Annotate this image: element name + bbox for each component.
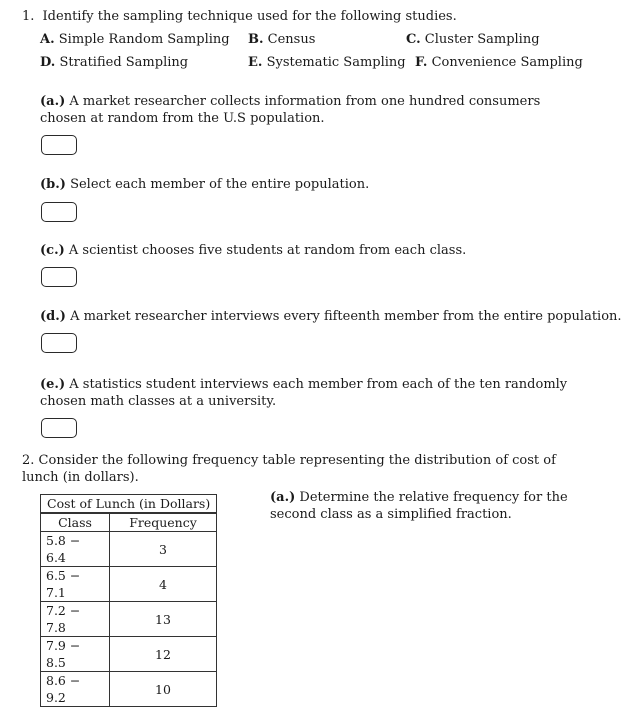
- option-f: F. Convenience Sampling: [415, 55, 583, 70]
- class-cell: 5.8 − 6.4: [41, 532, 110, 567]
- frequency-cell: 13: [110, 602, 217, 637]
- part-b-text: (b.) Select each member of the entire population.: [40, 177, 370, 192]
- table-row: [41, 602, 217, 637]
- question-number: 1.: [22, 9, 35, 24]
- class-cell: 8.6 − 9.2: [41, 672, 110, 707]
- question-1-header: [22, 9, 457, 24]
- option-e: E. Systematic Sampling: [248, 55, 406, 70]
- frequency-cell: 10: [110, 672, 217, 707]
- part-a-text: (a.) A market researcher collects information from one hundred consumers chosen at random from the U.S population.: [40, 94, 541, 126]
- part-c-text: (c.) A scientist chooses five students at random from each class.: [40, 243, 467, 258]
- table-header-row: [41, 513, 217, 532]
- table-title-row: [41, 495, 217, 514]
- part-e-text: (e.) A statistics student interviews each member from each of the ten randomly chosen math classes at a university.: [40, 377, 568, 409]
- class-cell: 7.2 − 7.8: [41, 602, 110, 637]
- option-c: C. Cluster Sampling: [406, 32, 540, 47]
- question-prompt: Identify the sampling technique used for the following studies.: [42, 9, 457, 24]
- table-row: [41, 567, 217, 602]
- option-a: A. Simple Random Sampling: [40, 32, 230, 47]
- frequency-cell: 3: [110, 532, 217, 567]
- question-2-header: [22, 452, 582, 486]
- class-cell: 7.9 − 8.5: [41, 637, 110, 672]
- question-prompt: Consider the following frequency table representing the distribution of cost of lunch (in dollars).: [22, 453, 556, 485]
- answer-box-a[interactable]: [41, 135, 77, 155]
- answer-box-d[interactable]: [41, 333, 77, 353]
- option-b: B. Census: [248, 32, 316, 47]
- table-title: Cost of Lunch (in Dollars): [41, 495, 217, 514]
- part-d-text: (d.) A market researcher interviews every fifteenth member from the entire population.: [40, 309, 622, 324]
- answer-box-e[interactable]: [41, 418, 77, 438]
- frequency-cell: 4: [110, 567, 217, 602]
- question-number: 2.: [22, 453, 35, 468]
- column-header-class: Class: [41, 513, 110, 532]
- table-row: [41, 637, 217, 672]
- column-header-frequency: Frequency: [110, 513, 217, 532]
- class-cell: 6.5 − 7.1: [41, 567, 110, 602]
- answer-box-c[interactable]: [41, 267, 77, 287]
- answer-box-b[interactable]: [41, 202, 77, 222]
- frequency-table: [40, 494, 217, 707]
- q2-part-a-text: (a.) Determine the relative frequency for the second class as a simplified fraction.: [270, 490, 568, 522]
- option-d: D. Stratified Sampling: [40, 55, 189, 70]
- frequency-cell: 12: [110, 637, 217, 672]
- table-row: [41, 672, 217, 707]
- table-row: [41, 532, 217, 567]
